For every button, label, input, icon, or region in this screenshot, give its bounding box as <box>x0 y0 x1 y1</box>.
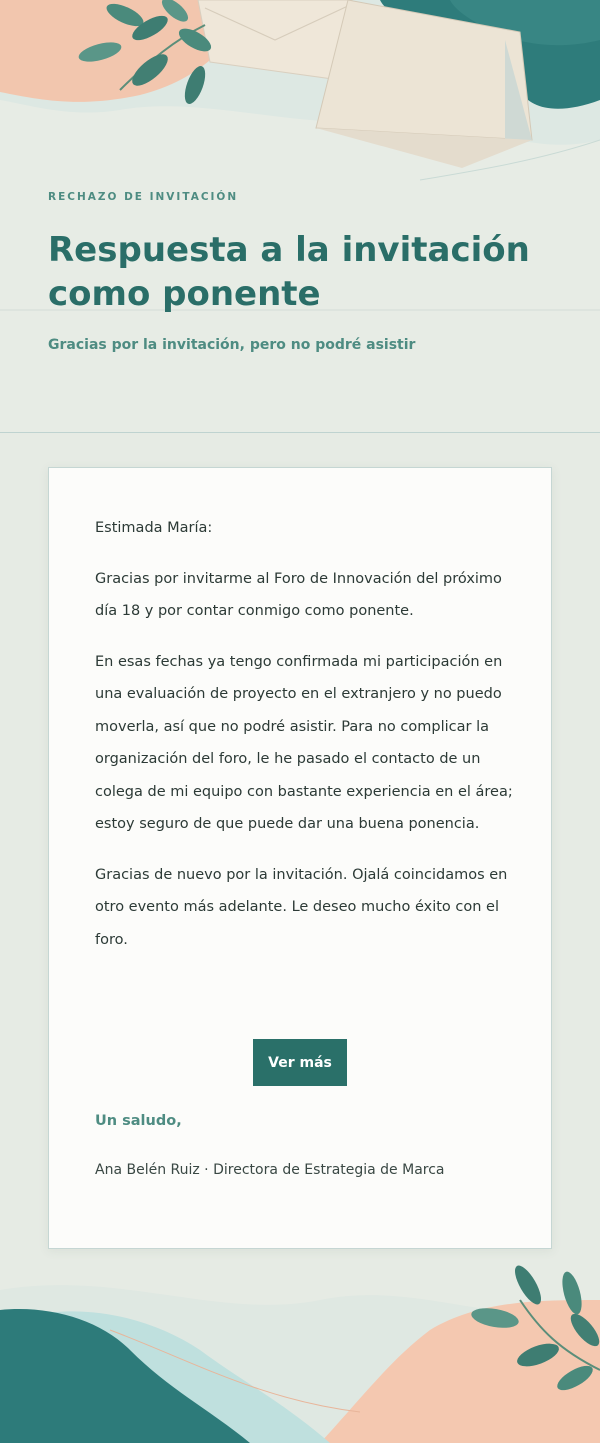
page-subtitle: Gracias por la invitación, pero no podré asistir <box>48 337 416 353</box>
eyebrow-label: RECHAZO DE INVITACIÓN <box>48 191 239 203</box>
header-divider <box>0 432 600 433</box>
letter-greeting: Estimada María: <box>95 520 213 536</box>
letter-card <box>48 467 552 1249</box>
letter-paragraph-1: Gracias por invitarme al Foro de Innovación del próximo día 18 y por contar conmigo como ponente. <box>95 570 502 619</box>
letter-signature: Ana Belén Ruiz · Directora de Estrategia de Marca <box>95 1162 445 1178</box>
page-title: Respuesta a la invitación como ponente <box>48 230 530 314</box>
letter-paragraph-2: En esas fechas ya tengo confirmada mi participación en una evaluación de proyecto en el extranjero y no puedo moverla, así que no podré asistir. Para no complicar la organización del foro, le he pasado el contacto de un colega de mi equipo con bastante experiencia en el área; estoy seguro de que puede dar una buena ponencia. <box>95 653 513 832</box>
letter-paragraph-3: Gracias de nuevo por la invitación. Ojalá coincidamos en otro evento más adelante. Le deseo mucho éxito con el foro. <box>95 866 508 948</box>
letter-body <box>95 512 515 974</box>
letter-closing: Un saludo, <box>95 1113 182 1129</box>
see-more-button[interactable]: Ver más <box>253 1039 347 1086</box>
